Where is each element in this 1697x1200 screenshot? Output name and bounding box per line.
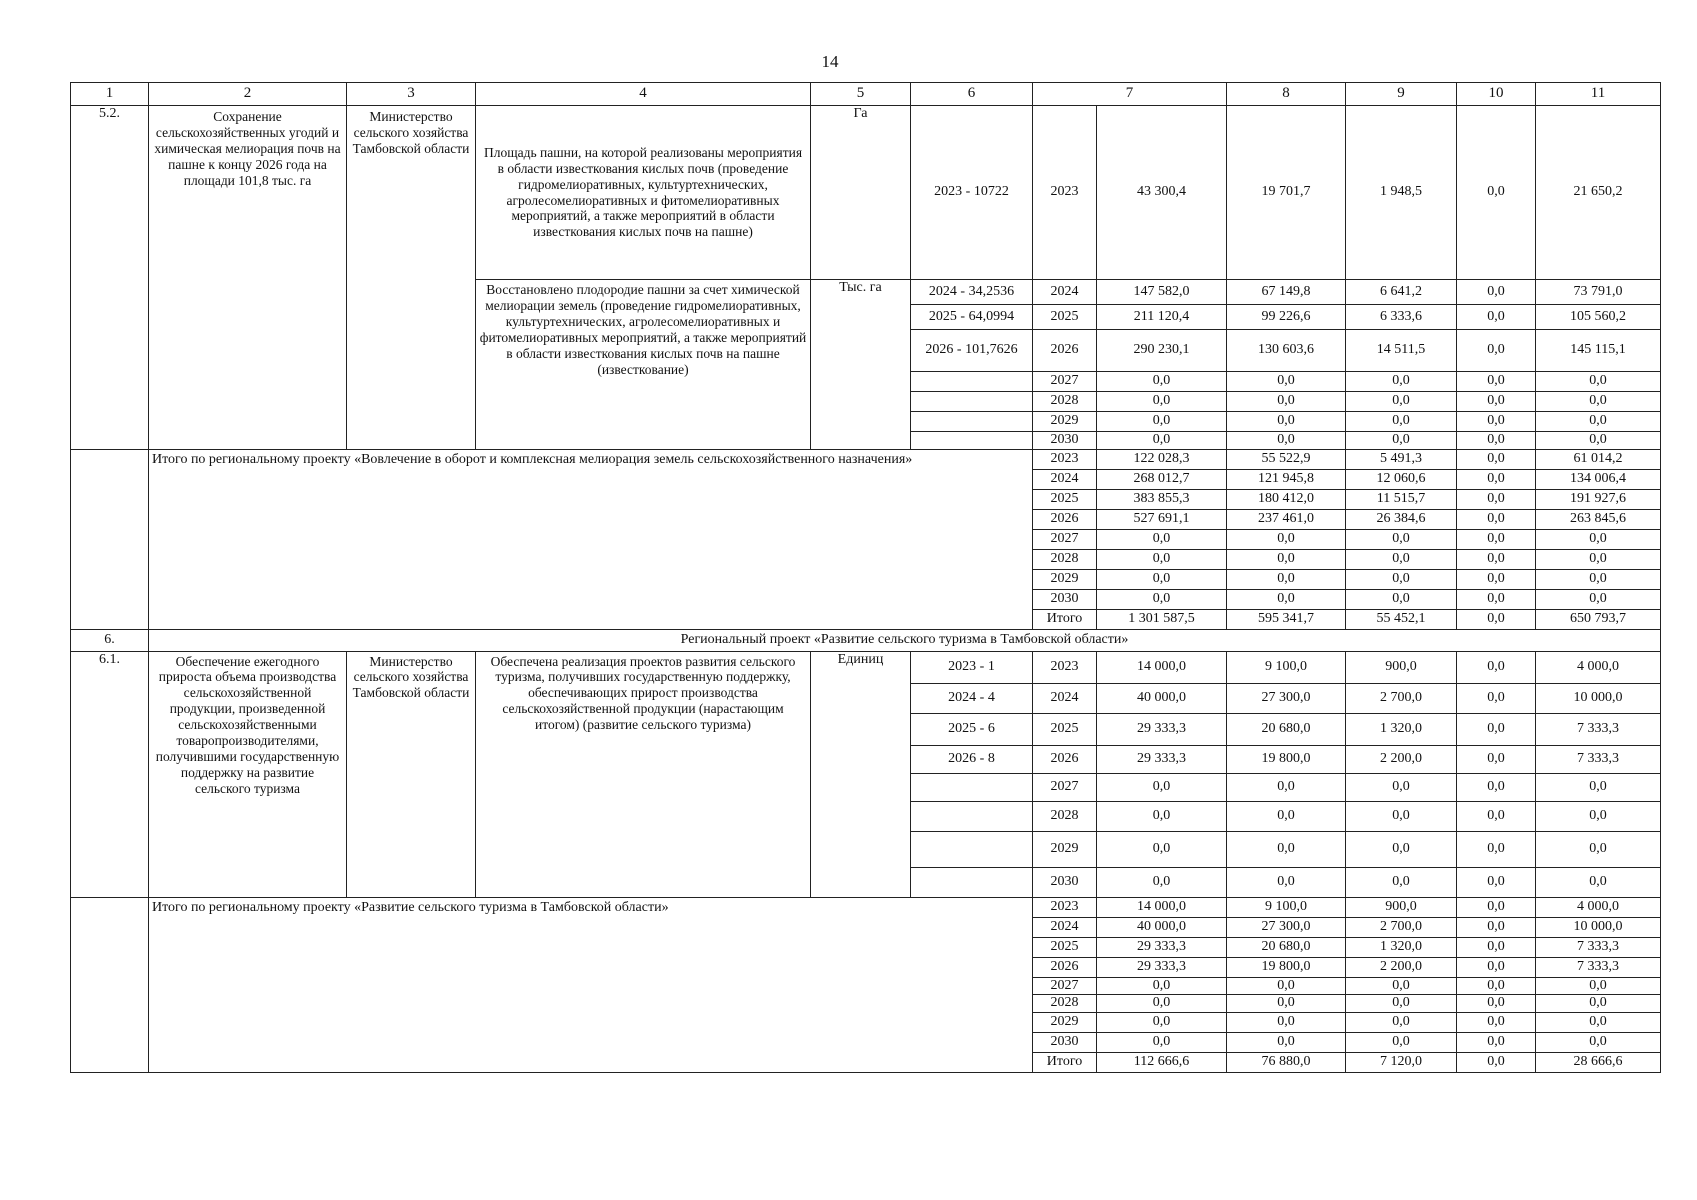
year-cell: 2030 — [1033, 589, 1097, 609]
value-local-cell: 0,0 — [1457, 773, 1536, 801]
indicator-target — [911, 432, 1033, 450]
value-extrabudget-cell: 0,0 — [1536, 529, 1661, 549]
year-cell: 2029 — [1033, 569, 1097, 589]
year-cell: 2030 — [1033, 867, 1097, 897]
value-extrabudget-cell: 650 793,7 — [1536, 609, 1661, 629]
value-extrabudget-cell: 4 000,0 — [1536, 651, 1661, 683]
section-number: 6. — [71, 629, 149, 651]
blank-cell — [71, 897, 149, 1072]
value-local-cell: 0,0 — [1457, 529, 1536, 549]
year-cell: 2026 — [1033, 957, 1097, 977]
value-local-cell: 0,0 — [1457, 745, 1536, 773]
year-cell: 2026 — [1033, 509, 1097, 529]
value-regional-cell: 6 333,6 — [1346, 305, 1457, 330]
year-cell: 2025 — [1033, 937, 1097, 957]
value-federal-cell: 55 522,9 — [1227, 449, 1346, 469]
value-extrabudget-cell: 7 333,3 — [1536, 745, 1661, 773]
value-total-cell: 0,0 — [1097, 432, 1227, 450]
indicator-target: 2023 - 10722 — [911, 106, 1033, 280]
value-extrabudget-cell: 61 014,2 — [1536, 449, 1661, 469]
value-regional-cell: 0,0 — [1346, 801, 1457, 831]
indicator-target — [911, 831, 1033, 867]
value-total-cell: 0,0 — [1097, 995, 1227, 1013]
item-name: Сохранение сельскохозяйственных угодий и химическая мелиорация почв на пашне к концу 2026 года на площади 101,8 тыс. га — [149, 106, 347, 450]
value-regional-cell: 0,0 — [1346, 995, 1457, 1013]
col-header: 9 — [1346, 83, 1457, 106]
value-federal-cell: 121 945,8 — [1227, 469, 1346, 489]
value-federal-cell: 0,0 — [1227, 977, 1346, 995]
year-cell: Итого — [1033, 1052, 1097, 1072]
value-regional-cell: 2 700,0 — [1346, 917, 1457, 937]
value-regional-cell: 6 641,2 — [1346, 280, 1457, 305]
indicator-target — [911, 412, 1033, 432]
year-cell: 2027 — [1033, 773, 1097, 801]
item-name: Обеспечение ежегодного прироста объема производства сельскохозяйственной продукции, произведенной сельскохозяйственными товаропроизводителями, получившими государственную поддержку на развитие сельского туризма — [149, 651, 347, 897]
value-federal-cell: 20 680,0 — [1227, 713, 1346, 745]
value-federal-cell: 0,0 — [1227, 995, 1346, 1013]
value-local-cell: 0,0 — [1457, 651, 1536, 683]
indicator-text: Площадь пашни, на которой реализованы мероприятия в области известкования кислых почв (проведение гидромелиоративных, культуртехнических, агролесомелиоративных и фитомелиоративных мероприятий, а также мероприятий в области известкования кислых почв на пашне) — [476, 106, 811, 280]
value-local-cell: 0,0 — [1457, 713, 1536, 745]
indicator-target: 2024 - 4 — [911, 683, 1033, 713]
value-total-cell: 0,0 — [1097, 549, 1227, 569]
value-extrabudget-cell: 7 333,3 — [1536, 713, 1661, 745]
value-total-cell: 0,0 — [1097, 372, 1227, 392]
value-regional-cell: 1 320,0 — [1346, 713, 1457, 745]
value-total-cell: 40 000,0 — [1097, 917, 1227, 937]
table-body — [71, 83, 1661, 1073]
value-regional-cell: 14 511,5 — [1346, 330, 1457, 372]
section-5-2-row — [71, 106, 1661, 280]
value-total-cell: 290 230,1 — [1097, 330, 1227, 372]
value-federal-cell: 0,0 — [1227, 1012, 1346, 1032]
year-cell: 2027 — [1033, 977, 1097, 995]
value-regional-cell: 2 200,0 — [1346, 745, 1457, 773]
value-local-cell: 0,0 — [1457, 569, 1536, 589]
value-extrabudget-cell: 134 006,4 — [1536, 469, 1661, 489]
value-total-cell: 0,0 — [1097, 1032, 1227, 1052]
value-total-cell: 29 333,3 — [1097, 745, 1227, 773]
value-regional-cell: 0,0 — [1346, 432, 1457, 450]
value-federal-cell: 27 300,0 — [1227, 917, 1346, 937]
value-regional-cell: 900,0 — [1346, 897, 1457, 917]
value-total-cell: 122 028,3 — [1097, 449, 1227, 469]
year-cell: 2025 — [1033, 713, 1097, 745]
year-cell: 2028 — [1033, 392, 1097, 412]
value-regional-cell: 26 384,6 — [1346, 509, 1457, 529]
value-federal-cell: 0,0 — [1227, 372, 1346, 392]
value-total-cell: 0,0 — [1097, 773, 1227, 801]
year-cell: 2026 — [1033, 745, 1097, 773]
year-cell: 2030 — [1033, 432, 1097, 450]
value-local-cell: 0,0 — [1457, 432, 1536, 450]
value-total-cell: 383 855,3 — [1097, 489, 1227, 509]
value-regional-cell: 0,0 — [1346, 529, 1457, 549]
value-federal-cell: 0,0 — [1227, 569, 1346, 589]
year-cell: 2028 — [1033, 549, 1097, 569]
year-cell: 2024 — [1033, 280, 1097, 305]
value-local-cell: 0,0 — [1457, 897, 1536, 917]
value-total-cell: 0,0 — [1097, 831, 1227, 867]
value-federal-cell: 595 341,7 — [1227, 609, 1346, 629]
value-local-cell: 0,0 — [1457, 392, 1536, 412]
year-cell: 2023 — [1033, 106, 1097, 280]
value-federal-cell: 0,0 — [1227, 589, 1346, 609]
section-6-row — [71, 629, 1661, 651]
value-total-cell: 527 691,1 — [1097, 509, 1227, 529]
indicator-target — [911, 801, 1033, 831]
value-extrabudget-cell: 0,0 — [1536, 392, 1661, 412]
value-extrabudget-cell: 28 666,6 — [1536, 1052, 1661, 1072]
value-local-cell: 0,0 — [1457, 589, 1536, 609]
value-total-cell: 0,0 — [1097, 867, 1227, 897]
value-total-cell: 112 666,6 — [1097, 1052, 1227, 1072]
value-extrabudget-cell: 145 115,1 — [1536, 330, 1661, 372]
value-local-cell: 0,0 — [1457, 305, 1536, 330]
value-total-cell: 268 012,7 — [1097, 469, 1227, 489]
value-local-cell: 0,0 — [1457, 549, 1536, 569]
value-total-cell: 0,0 — [1097, 412, 1227, 432]
value-local-cell: 0,0 — [1457, 469, 1536, 489]
year-cell: 2023 — [1033, 651, 1097, 683]
value-regional-cell: 0,0 — [1346, 372, 1457, 392]
indicator-target — [911, 392, 1033, 412]
value-total-cell: 211 120,4 — [1097, 305, 1227, 330]
value-total-cell: 0,0 — [1097, 569, 1227, 589]
value-federal-cell: 9 100,0 — [1227, 897, 1346, 917]
value-regional-cell: 7 120,0 — [1346, 1052, 1457, 1072]
indicator-target: 2026 - 8 — [911, 745, 1033, 773]
responsible-executor: Министерство сельского хозяйства Тамбовской области — [347, 106, 476, 450]
value-federal-cell: 0,0 — [1227, 432, 1346, 450]
value-total-cell: 0,0 — [1097, 392, 1227, 412]
value-extrabudget-cell: 0,0 — [1536, 831, 1661, 867]
value-federal-cell: 19 701,7 — [1227, 106, 1346, 280]
blank-cell — [71, 449, 149, 629]
value-extrabudget-cell: 0,0 — [1536, 569, 1661, 589]
indicator-unit: Тыс. га — [811, 280, 911, 450]
value-local-cell: 0,0 — [1457, 977, 1536, 995]
indicator-target — [911, 372, 1033, 392]
col-header: 4 — [476, 83, 811, 106]
value-regional-cell: 0,0 — [1346, 773, 1457, 801]
value-extrabudget-cell: 191 927,6 — [1536, 489, 1661, 509]
value-regional-cell: 0,0 — [1346, 589, 1457, 609]
value-local-cell: 0,0 — [1457, 509, 1536, 529]
indicator-target: 2024 - 34,2536 — [911, 280, 1033, 305]
value-local-cell: 0,0 — [1457, 957, 1536, 977]
indicator-target — [911, 867, 1033, 897]
value-federal-cell: 67 149,8 — [1227, 280, 1346, 305]
value-local-cell: 0,0 — [1457, 683, 1536, 713]
value-total-cell: 14 000,0 — [1097, 651, 1227, 683]
value-federal-cell: 0,0 — [1227, 412, 1346, 432]
value-extrabudget-cell: 0,0 — [1536, 589, 1661, 609]
value-total-cell: 40 000,0 — [1097, 683, 1227, 713]
year-cell: 2030 — [1033, 1032, 1097, 1052]
value-local-cell: 0,0 — [1457, 1052, 1536, 1072]
year-cell: 2025 — [1033, 489, 1097, 509]
value-extrabudget-cell: 0,0 — [1536, 1032, 1661, 1052]
column-number-row — [71, 83, 1661, 106]
responsible-executor: Министерство сельского хозяйства Тамбовской области — [347, 651, 476, 897]
value-regional-cell: 2 700,0 — [1346, 683, 1457, 713]
value-extrabudget-cell: 0,0 — [1536, 432, 1661, 450]
indicator-target: 2025 - 6 — [911, 713, 1033, 745]
value-local-cell: 0,0 — [1457, 831, 1536, 867]
value-regional-cell: 0,0 — [1346, 1032, 1457, 1052]
value-total-cell: 0,0 — [1097, 529, 1227, 549]
value-federal-cell: 0,0 — [1227, 1032, 1346, 1052]
col-header: 2 — [149, 83, 347, 106]
value-local-cell: 0,0 — [1457, 917, 1536, 937]
value-total-cell: 14 000,0 — [1097, 897, 1227, 917]
value-local-cell: 0,0 — [1457, 489, 1536, 509]
year-cell: 2029 — [1033, 412, 1097, 432]
total-label: Итого по региональному проекту «Развитие сельского туризма в Тамбовской области» — [149, 897, 1033, 1072]
value-total-cell: 0,0 — [1097, 801, 1227, 831]
year-cell: 2024 — [1033, 917, 1097, 937]
year-cell: 2023 — [1033, 449, 1097, 469]
value-extrabudget-cell: 105 560,2 — [1536, 305, 1661, 330]
value-local-cell: 0,0 — [1457, 937, 1536, 957]
value-federal-cell: 0,0 — [1227, 867, 1346, 897]
value-federal-cell: 19 800,0 — [1227, 957, 1346, 977]
program-table — [70, 82, 1661, 1073]
value-extrabudget-cell: 0,0 — [1536, 1012, 1661, 1032]
col-header: 3 — [347, 83, 476, 106]
value-federal-cell: 99 226,6 — [1227, 305, 1346, 330]
value-total-cell: 29 333,3 — [1097, 937, 1227, 957]
value-total-cell: 29 333,3 — [1097, 957, 1227, 977]
value-local-cell: 0,0 — [1457, 449, 1536, 469]
value-regional-cell: 0,0 — [1346, 1012, 1457, 1032]
value-total-cell: 29 333,3 — [1097, 713, 1227, 745]
value-regional-cell: 0,0 — [1346, 831, 1457, 867]
value-total-cell: 0,0 — [1097, 1012, 1227, 1032]
value-extrabudget-cell: 7 333,3 — [1536, 957, 1661, 977]
value-extrabudget-cell: 0,0 — [1536, 977, 1661, 995]
value-regional-cell: 55 452,1 — [1346, 609, 1457, 629]
value-extrabudget-cell: 263 845,6 — [1536, 509, 1661, 529]
col-header: 5 — [811, 83, 911, 106]
value-total-cell: 147 582,0 — [1097, 280, 1227, 305]
value-federal-cell: 0,0 — [1227, 529, 1346, 549]
value-local-cell: 0,0 — [1457, 867, 1536, 897]
value-extrabudget-cell: 0,0 — [1536, 773, 1661, 801]
value-federal-cell: 237 461,0 — [1227, 509, 1346, 529]
section-6-1-row — [71, 651, 1661, 683]
year-cell: 2027 — [1033, 529, 1097, 549]
indicator-text: Обеспечена реализация проектов развития сельского туризма, получивших государственную поддержку, обеспечивающих прирост производства сельскохозяйственной продукции (нарастающим итогом) (развитие сельского туризма) — [476, 651, 811, 897]
value-federal-cell: 0,0 — [1227, 773, 1346, 801]
value-local-cell: 0,0 — [1457, 330, 1536, 372]
total-row — [71, 897, 1661, 917]
value-extrabudget-cell: 10 000,0 — [1536, 683, 1661, 713]
value-local-cell: 0,0 — [1457, 1012, 1536, 1032]
year-cell: 2025 — [1033, 305, 1097, 330]
value-federal-cell: 19 800,0 — [1227, 745, 1346, 773]
value-regional-cell: 0,0 — [1346, 549, 1457, 569]
year-cell: 2027 — [1033, 372, 1097, 392]
value-regional-cell: 0,0 — [1346, 867, 1457, 897]
value-extrabudget-cell: 21 650,2 — [1536, 106, 1661, 280]
value-local-cell: 0,0 — [1457, 995, 1536, 1013]
value-federal-cell: 0,0 — [1227, 549, 1346, 569]
value-regional-cell: 1 948,5 — [1346, 106, 1457, 280]
total-label: Итого по региональному проекту «Вовлечение в оборот и комплексная мелиорация земель сельскохозяйственного назначения» — [149, 449, 1033, 629]
value-regional-cell: 900,0 — [1346, 651, 1457, 683]
col-header: 6 — [911, 83, 1033, 106]
value-regional-cell: 12 060,6 — [1346, 469, 1457, 489]
year-cell: Итого — [1033, 609, 1097, 629]
section-title: Региональный проект «Развитие сельского туризма в Тамбовской области» — [149, 629, 1661, 651]
value-extrabudget-cell: 10 000,0 — [1536, 917, 1661, 937]
indicator-target: 2025 - 64,0994 — [911, 305, 1033, 330]
value-federal-cell: 76 880,0 — [1227, 1052, 1346, 1072]
year-cell: 2028 — [1033, 995, 1097, 1013]
value-regional-cell: 5 491,3 — [1346, 449, 1457, 469]
value-regional-cell: 0,0 — [1346, 569, 1457, 589]
col-header: 11 — [1536, 83, 1661, 106]
value-total-cell: 0,0 — [1097, 977, 1227, 995]
value-federal-cell: 0,0 — [1227, 392, 1346, 412]
item-number: 5.2. — [71, 106, 149, 450]
value-extrabudget-cell: 0,0 — [1536, 549, 1661, 569]
value-extrabudget-cell: 0,0 — [1536, 412, 1661, 432]
value-local-cell: 0,0 — [1457, 609, 1536, 629]
value-federal-cell: 0,0 — [1227, 831, 1346, 867]
value-extrabudget-cell: 4 000,0 — [1536, 897, 1661, 917]
col-header: 7 — [1033, 83, 1227, 106]
value-extrabudget-cell: 0,0 — [1536, 372, 1661, 392]
indicator-text: Восстановлено плодородие пашни за счет химической мелиорации земель (проведение гидромелиоративных, культуртехнических, агролесомелиоративных и фитомелиоративных мероприятий, а также мероприятий в области известкования кислых почв на пашне (известкование) — [476, 280, 811, 450]
year-cell: 2029 — [1033, 831, 1097, 867]
indicator-target: 2026 - 101,7626 — [911, 330, 1033, 372]
value-local-cell: 0,0 — [1457, 1032, 1536, 1052]
value-regional-cell: 0,0 — [1346, 412, 1457, 432]
value-regional-cell: 11 515,7 — [1346, 489, 1457, 509]
value-extrabudget-cell: 0,0 — [1536, 995, 1661, 1013]
value-total-cell: 0,0 — [1097, 589, 1227, 609]
item-number: 6.1. — [71, 651, 149, 897]
value-total-cell: 43 300,4 — [1097, 106, 1227, 280]
value-federal-cell: 9 100,0 — [1227, 651, 1346, 683]
col-header: 10 — [1457, 83, 1536, 106]
value-federal-cell: 180 412,0 — [1227, 489, 1346, 509]
indicator-unit: Единиц — [811, 651, 911, 897]
page-number: 14 — [821, 52, 839, 71]
value-regional-cell: 0,0 — [1346, 977, 1457, 995]
year-cell: 2024 — [1033, 683, 1097, 713]
value-regional-cell: 2 200,0 — [1346, 957, 1457, 977]
year-cell: 2023 — [1033, 897, 1097, 917]
value-extrabudget-cell: 7 333,3 — [1536, 937, 1661, 957]
col-header: 1 — [71, 83, 149, 106]
indicator-target: 2023 - 1 — [911, 651, 1033, 683]
value-local-cell: 0,0 — [1457, 801, 1536, 831]
value-extrabudget-cell: 0,0 — [1536, 867, 1661, 897]
value-extrabudget-cell: 73 791,0 — [1536, 280, 1661, 305]
indicator-target — [911, 773, 1033, 801]
indicator-unit: Га — [811, 106, 911, 280]
year-cell: 2024 — [1033, 469, 1097, 489]
value-federal-cell: 0,0 — [1227, 801, 1346, 831]
value-extrabudget-cell: 0,0 — [1536, 801, 1661, 831]
value-local-cell: 0,0 — [1457, 280, 1536, 305]
year-cell: 2028 — [1033, 801, 1097, 831]
value-federal-cell: 130 603,6 — [1227, 330, 1346, 372]
col-header: 8 — [1227, 83, 1346, 106]
year-cell: 2026 — [1033, 330, 1097, 372]
value-regional-cell: 1 320,0 — [1346, 937, 1457, 957]
value-total-cell: 1 301 587,5 — [1097, 609, 1227, 629]
value-local-cell: 0,0 — [1457, 372, 1536, 392]
year-cell: 2029 — [1033, 1012, 1097, 1032]
value-regional-cell: 0,0 — [1346, 392, 1457, 412]
value-local-cell: 0,0 — [1457, 412, 1536, 432]
value-federal-cell: 20 680,0 — [1227, 937, 1346, 957]
total-row — [71, 449, 1661, 469]
value-local-cell: 0,0 — [1457, 106, 1536, 280]
value-federal-cell: 27 300,0 — [1227, 683, 1346, 713]
